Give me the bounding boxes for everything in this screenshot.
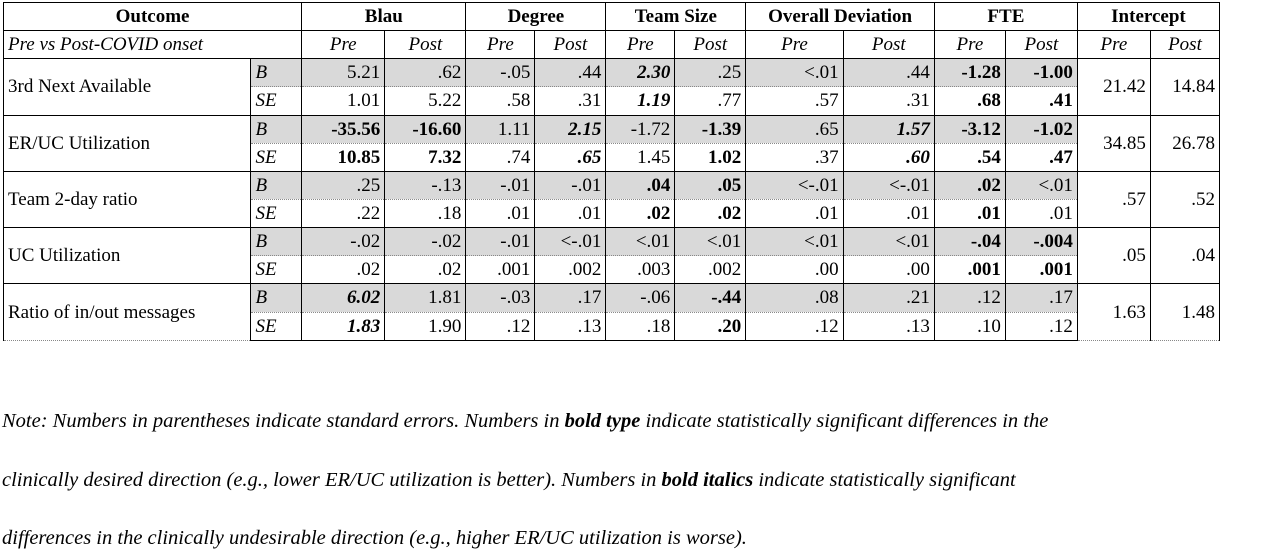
coef-value: .17 xyxy=(535,284,606,312)
coef-value: -.06 xyxy=(606,284,675,312)
intercept-pre-label: Pre xyxy=(1077,31,1150,59)
se-value: .001 xyxy=(466,256,535,284)
coef-value: <.01 xyxy=(1005,171,1077,199)
se-value: .01 xyxy=(843,199,934,227)
coef-value: -1.39 xyxy=(675,115,746,143)
coef-value: .02 xyxy=(934,171,1005,199)
se-value: 7.32 xyxy=(385,143,466,171)
overall-deviation-header: Overall Deviation xyxy=(746,3,935,31)
se-value: 1.01 xyxy=(302,87,385,115)
coef-value: <.01 xyxy=(606,228,675,256)
se-value: .12 xyxy=(1005,312,1077,340)
note-line-3 xyxy=(2,527,747,550)
coef-value: -.004 xyxy=(1005,228,1077,256)
table-row xyxy=(4,171,1220,199)
coef-value: <-.01 xyxy=(843,171,934,199)
outcome-label: 3rd Next Available xyxy=(4,59,251,115)
coef-value: 2.15 xyxy=(535,115,606,143)
team-size-header: Team Size xyxy=(606,3,746,31)
intercept-value: 34.85 xyxy=(1077,115,1150,171)
se-value: .02 xyxy=(606,199,675,227)
degree-pre-label: Pre xyxy=(466,31,535,59)
se-value: .58 xyxy=(466,87,535,115)
note-bold-italics: bold italics xyxy=(661,469,754,491)
results-table xyxy=(3,2,1220,341)
fte-pre-label: Pre xyxy=(934,31,1005,59)
coef-value: 1.57 xyxy=(843,115,934,143)
coef-value: -1.00 xyxy=(1005,59,1077,87)
note-text: Note: Numbers in parentheses indicate standard errors. Numbers in xyxy=(2,410,565,432)
se-value: .12 xyxy=(746,312,843,340)
note-bold-type: bold type xyxy=(564,410,641,432)
se-value: .10 xyxy=(934,312,1005,340)
se-value: .003 xyxy=(606,256,675,284)
se-value: .13 xyxy=(843,312,934,340)
intercept-value: 26.78 xyxy=(1150,115,1219,171)
outcome-label: Ratio of in/out messages xyxy=(4,284,251,340)
se-value: .41 xyxy=(1005,87,1077,115)
coef-value: .05 xyxy=(675,171,746,199)
coef-value: .44 xyxy=(843,59,934,87)
fte-header: FTE xyxy=(934,3,1077,31)
intercept-value: 1.63 xyxy=(1077,284,1150,340)
team-size-post-label: Post xyxy=(675,31,746,59)
coef-label: B xyxy=(251,228,302,256)
coef-value: -.44 xyxy=(675,284,746,312)
coef-value: -.01 xyxy=(466,228,535,256)
se-value: .20 xyxy=(675,312,746,340)
se-value: .02 xyxy=(385,256,466,284)
se-value: .01 xyxy=(934,199,1005,227)
coef-value: -16.60 xyxy=(385,115,466,143)
outcome-label: ER/UC Utilization xyxy=(4,115,251,171)
se-label: SE xyxy=(251,87,302,115)
degree-post-label: Post xyxy=(535,31,606,59)
intercept-value: .04 xyxy=(1150,228,1219,284)
subheader-row xyxy=(4,31,1220,59)
se-label: SE xyxy=(251,312,302,340)
se-value: .002 xyxy=(535,256,606,284)
blau-post-label: Post xyxy=(385,31,466,59)
degree-header: Degree xyxy=(466,3,606,31)
se-value: .001 xyxy=(934,256,1005,284)
table-body xyxy=(4,59,1220,340)
intercept-value: 1.48 xyxy=(1150,284,1219,340)
note-text: indicate statistically significant xyxy=(753,469,1016,491)
se-value: .02 xyxy=(302,256,385,284)
coef-value: .25 xyxy=(675,59,746,87)
coef-value: 1.11 xyxy=(466,115,535,143)
se-value: 5.22 xyxy=(385,87,466,115)
se-value: .65 xyxy=(535,143,606,171)
coef-label: B xyxy=(251,171,302,199)
coef-value: -.13 xyxy=(385,171,466,199)
coef-value: -.02 xyxy=(385,228,466,256)
coef-value: .44 xyxy=(535,59,606,87)
se-value: .18 xyxy=(385,199,466,227)
coef-value: .08 xyxy=(746,284,843,312)
se-value: .68 xyxy=(934,87,1005,115)
note-text: differences in the clinically undesirable direction (e.g., higher ER/UC utilization is worse). xyxy=(2,527,747,549)
se-value: .47 xyxy=(1005,143,1077,171)
coef-value: .62 xyxy=(385,59,466,87)
se-value: 1.45 xyxy=(606,143,675,171)
se-value: .31 xyxy=(843,87,934,115)
se-value: 1.19 xyxy=(606,87,675,115)
se-label: SE xyxy=(251,256,302,284)
coef-value: -.05 xyxy=(466,59,535,87)
se-value: .001 xyxy=(1005,256,1077,284)
coef-label: B xyxy=(251,59,302,87)
header-row xyxy=(4,3,1220,31)
se-value: 10.85 xyxy=(302,143,385,171)
coef-value: -3.12 xyxy=(934,115,1005,143)
note-line-1 xyxy=(2,410,1048,433)
coef-value: -.04 xyxy=(934,228,1005,256)
se-value: .18 xyxy=(606,312,675,340)
coef-value: <.01 xyxy=(843,228,934,256)
se-value: .002 xyxy=(675,256,746,284)
coef-value: .21 xyxy=(843,284,934,312)
coef-value: .65 xyxy=(746,115,843,143)
coef-label: B xyxy=(251,284,302,312)
se-value: 1.83 xyxy=(302,312,385,340)
se-label: SE xyxy=(251,199,302,227)
se-value: .00 xyxy=(843,256,934,284)
fte-post-label: Post xyxy=(1005,31,1077,59)
coef-value: -.03 xyxy=(466,284,535,312)
table-row xyxy=(4,284,1220,312)
se-value: .00 xyxy=(746,256,843,284)
coef-label: B xyxy=(251,115,302,143)
se-value: .02 xyxy=(675,199,746,227)
coef-value: -1.72 xyxy=(606,115,675,143)
table-row xyxy=(4,228,1220,256)
coef-value: <.01 xyxy=(675,228,746,256)
intercept-value: 21.42 xyxy=(1077,59,1150,115)
se-value: .01 xyxy=(1005,199,1077,227)
se-value: .31 xyxy=(535,87,606,115)
table-row xyxy=(4,59,1220,87)
se-value: .01 xyxy=(535,199,606,227)
coef-value: <-.01 xyxy=(746,171,843,199)
team-size-pre-label: Pre xyxy=(606,31,675,59)
se-value: .77 xyxy=(675,87,746,115)
coef-value: -.01 xyxy=(466,171,535,199)
note-line-2 xyxy=(2,469,1016,492)
blau-header: Blau xyxy=(302,3,466,31)
coef-value: -35.56 xyxy=(302,115,385,143)
se-value: 1.02 xyxy=(675,143,746,171)
coef-value: .04 xyxy=(606,171,675,199)
coef-value: -.02 xyxy=(302,228,385,256)
table-row xyxy=(4,115,1220,143)
coef-value: -1.02 xyxy=(1005,115,1077,143)
se-value: .57 xyxy=(746,87,843,115)
se-label: SE xyxy=(251,143,302,171)
outcome-label: UC Utilization xyxy=(4,228,251,284)
se-value: .54 xyxy=(934,143,1005,171)
coef-value: -.01 xyxy=(535,171,606,199)
overall-deviation-post-label: Post xyxy=(843,31,934,59)
coef-value: -1.28 xyxy=(934,59,1005,87)
coef-value: .17 xyxy=(1005,284,1077,312)
coef-value: <.01 xyxy=(746,59,843,87)
coef-value: <.01 xyxy=(746,228,843,256)
intercept-value: .05 xyxy=(1077,228,1150,284)
se-value: .13 xyxy=(535,312,606,340)
se-value: .12 xyxy=(466,312,535,340)
outcome-label: Team 2-day ratio xyxy=(4,171,251,227)
intercept-post-label: Post xyxy=(1150,31,1219,59)
intercept-value: .52 xyxy=(1150,171,1219,227)
overall-deviation-pre-label: Pre xyxy=(746,31,843,59)
se-value: .01 xyxy=(466,199,535,227)
se-value: .37 xyxy=(746,143,843,171)
se-value: .01 xyxy=(746,199,843,227)
blau-pre-label: Pre xyxy=(302,31,385,59)
pre-post-label: Pre vs Post-COVID onset xyxy=(4,31,302,59)
note-text: indicate statistically significant differences in the xyxy=(640,410,1049,432)
outcome-header: Outcome xyxy=(4,3,302,31)
intercept-value: 14.84 xyxy=(1150,59,1219,115)
coef-value: 6.02 xyxy=(302,284,385,312)
se-value: .60 xyxy=(843,143,934,171)
se-value: 1.90 xyxy=(385,312,466,340)
coef-value: 2.30 xyxy=(606,59,675,87)
se-value: .74 xyxy=(466,143,535,171)
coef-value: .25 xyxy=(302,171,385,199)
coef-value: 5.21 xyxy=(302,59,385,87)
coef-value: <-.01 xyxy=(535,228,606,256)
note-text: clinically desired direction (e.g., lower ER/UC utilization is better). Numbers in xyxy=(2,469,662,491)
intercept-value: .57 xyxy=(1077,171,1150,227)
intercept-header: Intercept xyxy=(1077,3,1219,31)
coef-value: .12 xyxy=(934,284,1005,312)
coef-value: 1.81 xyxy=(385,284,466,312)
se-value: .22 xyxy=(302,199,385,227)
